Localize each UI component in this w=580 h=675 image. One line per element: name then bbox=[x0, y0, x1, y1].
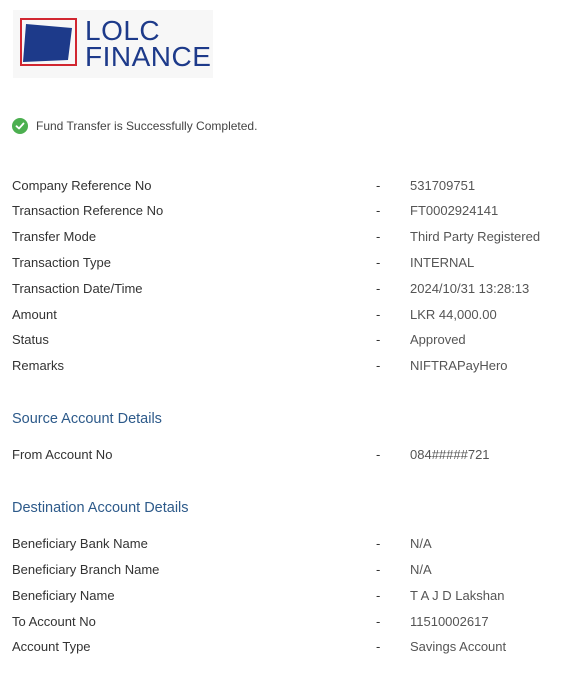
row-value: NIFTRAPayHero bbox=[410, 358, 508, 373]
row-value: 2024/10/31 13:28:13 bbox=[410, 281, 530, 296]
row-value: INTERNAL bbox=[410, 255, 475, 270]
row-separator: - bbox=[376, 203, 381, 218]
row-separator: - bbox=[376, 562, 381, 577]
row-label: Beneficiary Name bbox=[12, 588, 115, 603]
row-label: Beneficiary Branch Name bbox=[12, 562, 160, 577]
row-label: Status bbox=[12, 332, 49, 347]
row-value: 084#####721 bbox=[410, 447, 490, 462]
row-label: To Account No bbox=[12, 614, 96, 629]
detail-row-transaction-reference bbox=[12, 203, 572, 223]
logo-line-1: LOLC bbox=[85, 15, 161, 46]
row-value: 531709751 bbox=[410, 178, 476, 193]
row-value: T A J D Lakshan bbox=[410, 588, 505, 603]
row-separator: - bbox=[376, 178, 381, 193]
row-label: Account Type bbox=[12, 639, 91, 654]
row-separator: - bbox=[376, 358, 381, 373]
row-label: Beneficiary Bank Name bbox=[12, 536, 148, 551]
row-separator: - bbox=[376, 447, 381, 462]
row-label: Transaction Type bbox=[12, 255, 111, 270]
row-separator: - bbox=[376, 639, 381, 654]
detail-row-beneficiary-bank bbox=[12, 536, 572, 556]
detail-row-transaction-datetime bbox=[12, 281, 572, 301]
row-label: From Account No bbox=[12, 447, 113, 462]
row-value: FT0002924141 bbox=[410, 203, 499, 218]
success-message bbox=[12, 118, 257, 134]
detail-row-status bbox=[12, 332, 572, 352]
row-label: Transaction Date/Time bbox=[12, 281, 143, 296]
destination-account-heading: Destination Account Details bbox=[12, 500, 189, 516]
row-separator: - bbox=[376, 307, 381, 322]
detail-row-amount bbox=[12, 307, 572, 327]
row-value: N/A bbox=[410, 562, 432, 577]
source-account-heading: Source Account Details bbox=[12, 411, 162, 427]
row-separator: - bbox=[376, 332, 381, 347]
detail-row-from-account bbox=[12, 447, 572, 467]
check-circle-icon bbox=[12, 118, 28, 134]
detail-row-transfer-mode bbox=[12, 229, 572, 249]
logo-wordmark bbox=[85, 15, 212, 72]
row-separator: - bbox=[376, 255, 381, 270]
detail-row-beneficiary-name bbox=[12, 588, 572, 608]
detail-row-transaction-type bbox=[12, 255, 572, 275]
row-label: Transaction Reference No bbox=[12, 203, 164, 218]
row-value: Third Party Registered bbox=[410, 229, 541, 244]
success-text: Fund Transfer is Successfully Completed. bbox=[36, 119, 258, 133]
row-separator: - bbox=[376, 281, 381, 296]
row-value: Approved bbox=[410, 332, 466, 347]
row-separator: - bbox=[376, 614, 381, 629]
row-separator: - bbox=[376, 588, 381, 603]
row-value: LKR 44,000.00 bbox=[410, 307, 497, 322]
row-separator: - bbox=[376, 536, 381, 551]
row-label: Amount bbox=[12, 307, 57, 322]
lolc-finance-logo bbox=[13, 10, 213, 78]
row-label: Company Reference No bbox=[12, 178, 152, 193]
detail-row-remarks bbox=[12, 358, 572, 378]
detail-row-company-reference bbox=[12, 178, 572, 198]
row-separator: - bbox=[376, 229, 381, 244]
row-value: 11510002617 bbox=[410, 614, 489, 629]
row-label: Transfer Mode bbox=[12, 229, 97, 244]
row-label: Remarks bbox=[12, 358, 65, 373]
detail-row-account-type bbox=[12, 639, 572, 659]
logo-mark-icon bbox=[20, 18, 77, 66]
row-value: Savings Account bbox=[410, 639, 507, 654]
row-value: N/A bbox=[410, 536, 432, 551]
detail-row-to-account bbox=[12, 614, 572, 634]
detail-row-beneficiary-branch bbox=[12, 562, 572, 582]
logo-line-2: FINANCE bbox=[85, 41, 212, 72]
